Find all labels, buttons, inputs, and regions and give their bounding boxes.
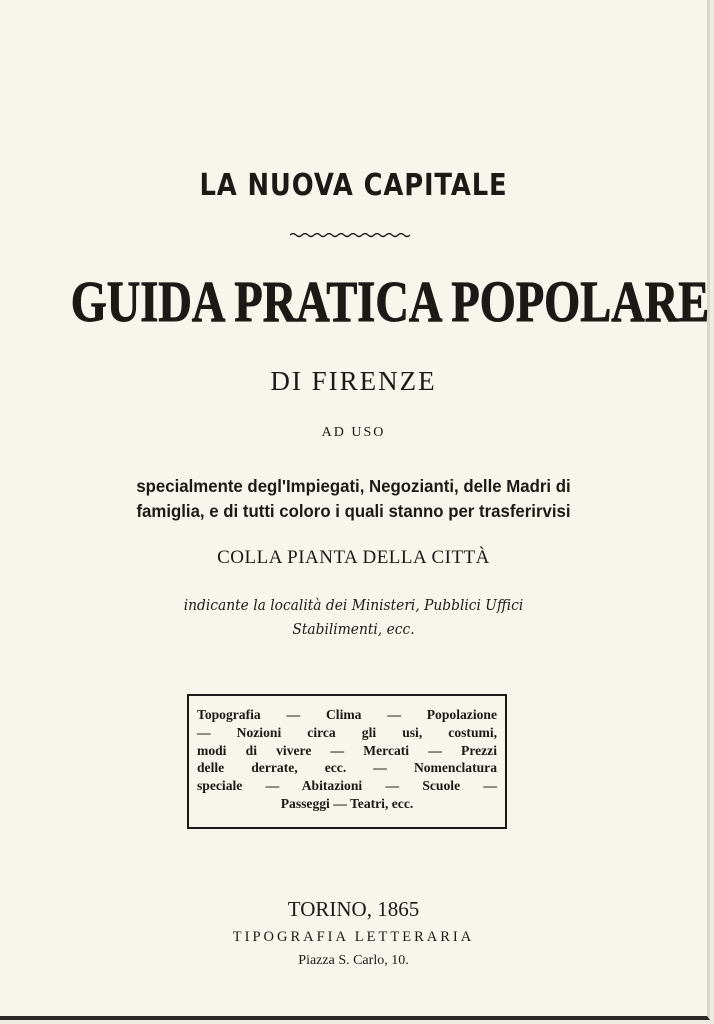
map-heading: COLLA PIANTA DELLA CITTÀ: [217, 547, 490, 568]
contents-line: speciale — Abitazioni — Scuole —: [197, 778, 497, 794]
contents-line: Passeggi — Teatri, ecc.: [280, 795, 414, 811]
audience-line-1: specialmente degl'Impiegati, Negozianti, delle Madri di: [136, 476, 571, 496]
contents-line: Topografia — Clima — Popolazione: [197, 707, 497, 722]
map-description-line-1: indicante la località dei Ministeri, Pubblici Uffici: [183, 596, 524, 614]
contents-box: [187, 694, 507, 829]
imprint-printer: TIPOGRAFIA LETTERARIA: [232, 929, 475, 945]
imprint-place-year: TORINO, 1865: [287, 897, 420, 921]
audience-text: [14, 474, 693, 524]
main-title: GUIDA PRATICA POPOLARE: [70, 269, 710, 334]
ad-uso-line: AD USO: [321, 425, 386, 440]
series-title: LA NUOVA CAPITALE: [199, 168, 508, 203]
contents-line: modi di vivere — Mercati — Prezzi: [197, 742, 497, 758]
subtitle: DI FIRENZE: [270, 366, 437, 396]
audience-line-2: famiglia, e di tutti coloro i quali stanno per trasferirvisi: [136, 501, 571, 521]
imprint-address: Piazza S. Carlo, 10.: [298, 953, 409, 968]
contents-line: delle derrate, ecc. — Nomenclatura: [197, 760, 497, 776]
map-description-line-2: Stabilimenti, ecc.: [292, 620, 415, 638]
map-description: [28, 593, 678, 641]
contents-line: — Nozioni circa gli usi, costumi,: [197, 724, 497, 740]
wavy-divider: [290, 230, 410, 240]
